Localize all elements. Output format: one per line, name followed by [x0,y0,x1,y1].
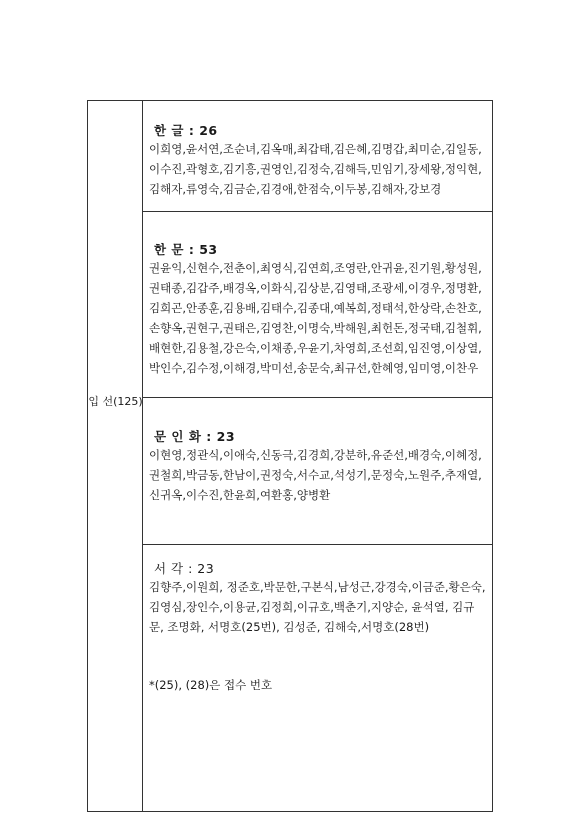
category-title: 한 글 : 26 [154,123,218,138]
row-label: 입 선(125) [88,395,143,408]
section-munin [143,397,492,544]
category-title: 한 문 : 53 [154,242,218,257]
section-hangul [143,101,492,211]
name-list: 권윤익,신현수,전춘이,최영식,김연희,조영란,안귀윤,진기원,황성원,권태종,김갑주,배경옥,이화식,김상분,김영태,조광세,이경우,정명환,김희곤,안종훈,김용배,김태수,김종대,예복희,정태석,한상락,손찬호,손향옥,권현구,권태은,김영찬,이명숙,박해원,최헌돈,정국태,김철휘,배현한,김용철,강은숙,이채종,우윤기,차영희,조선희,임진영,이상열,박인수,김수정,이해경,박미선,송문숙,최규선,한혜영,임미영,이찬우 [149,261,482,375]
footnote: *(25), (28)은 접수 번호 [149,678,273,692]
category-title: 문 인 화 : 23 [154,429,236,444]
section-hanmun [143,211,492,397]
name-list: 이현영,정관식,이애숙,신동극,김경희,강분하,유준선,배경숙,이혜정,권철희,박금동,한남이,권정숙,서수교,석성기,문정숙,노원주,추재열,신귀옥,이수진,한윤희,여환홍,양병환 [149,448,482,502]
category-title: 서 각 : 23 [154,561,215,576]
name-list: 이희영,윤서연,조순녀,김옥매,최갑태,김은혜,김명갑,최미순,김일동,이수진,곽형호,김기흥,권영인,김정숙,김해득,민임기,장세왕,정익현,김해자,류영숙,김금순,김경애,한점숙,이두봉,김해자,강보경 [149,142,482,196]
award-table [87,100,493,812]
name-list: 김향주,이원희, 정준호,박문한,구본식,남성근,강경숙,이금준,황은숙,김영심,장인수,이용균,김정희,이규호,백춘기,지양순, 윤석열, 김규문, 조명화, 서명호(25번), 김성준, 김해숙,서명호(28번) [149,580,486,634]
section-seogak [143,544,492,811]
row-header-cell [88,101,143,811]
